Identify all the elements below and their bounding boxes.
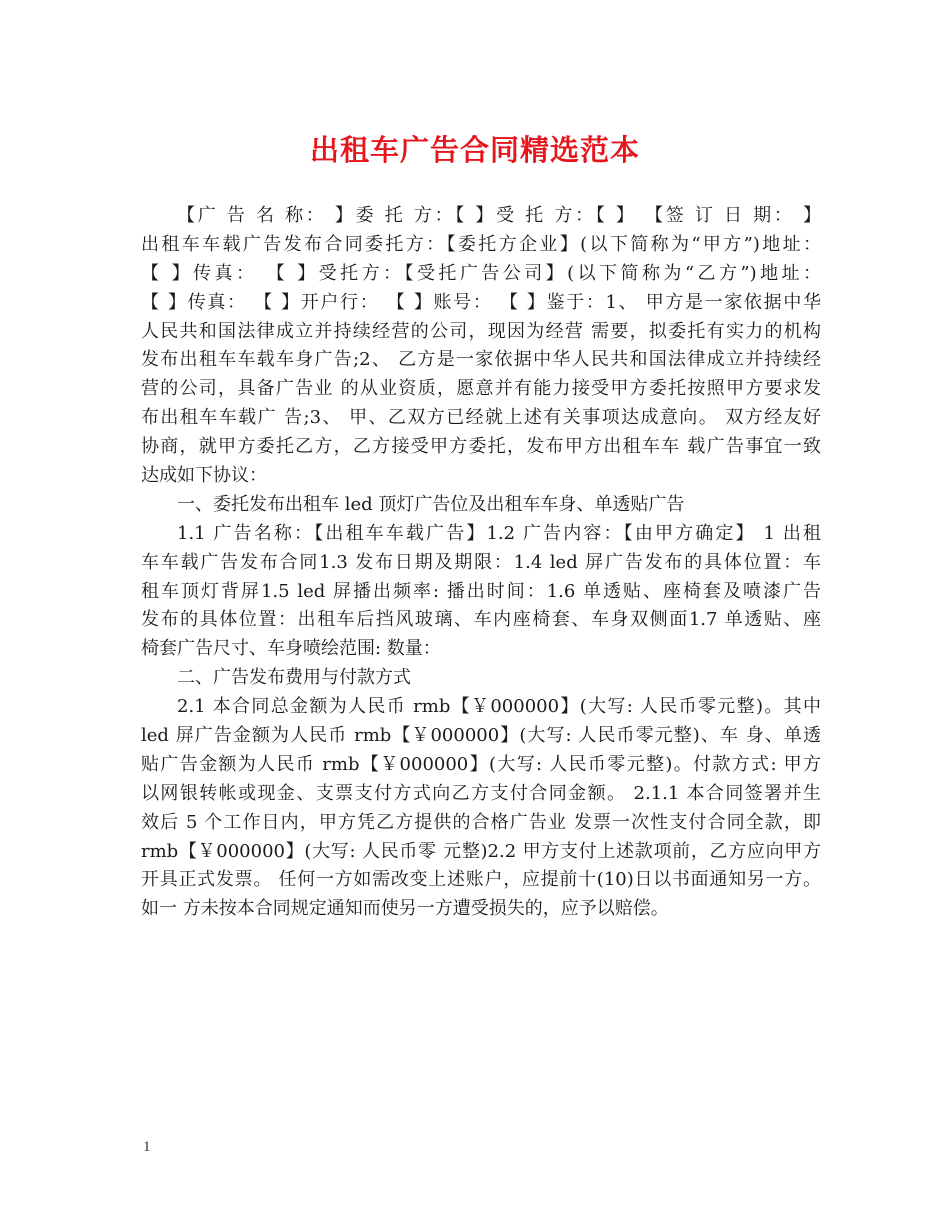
text-line: 车车载广告发布合同1.3 发布日期及期限：1.4 led 屏广告发布的具体位置：车 [141,551,821,573]
text-line: 协商，就甲方委托乙方，乙方接受甲方委托，发布甲方出租车车 载广告事宜一致 [141,436,821,458]
text-line: 如一 方未按本合同规定通知而使另一方遭受损失的，应予以赔偿。 [141,898,669,920]
text-line: 1.1 广告名称：【出租车车载广告】1.2 广告内容：【由甲方确定】 1 出租 [177,522,821,544]
text-line: 【 】传真： 【 】开户行： 【 】账号： 【 】鉴于：1、 甲方是一家依据中华 [141,291,821,313]
document-body [141,202,821,924]
text-line: 发布出租车车载车身广告;2、 乙方是一家依据中华人民共和国法律成立并持续经 [141,349,821,371]
text-line: 布出租车车载广 告;3、 甲、乙双方已经就上述有关事项达成意向。 双方经友好 [141,407,821,429]
text-line: 人民共和国法律成立并持续经营的公司，现因为经营 需要，拟委托有实力的机构 [141,320,821,342]
text-line: 达成如下协议： [141,465,267,487]
text-line: led 屏广告金额为人民币 rmb【￥000000】(大写: 人民币零元整)、车 身、单透 [141,725,821,747]
text-line: 【广 告 名 称： 】委 托 方：【 】受 托 方：【 】 【签 订 日 期： 】 [177,205,821,226]
text-line: 效后 5 个工作日内，甲方凭乙方提供的合格广告业 发票一次性支付合同全款，即 [141,811,821,833]
text-line: 以网银转帐或现金、支票支付方式向乙方支付合同金额。 2.1.1 本合同签署并生 [141,782,821,804]
text-line: 开具正式发票。 任何一方如需改变上述账户，应提前十(10)日以书面通知另一方。 [141,869,821,891]
text-line: 贴广告金额为人民币 rmb【￥000000】(大写: 人民币零元整)。付款方式: 甲方 [141,753,821,775]
text-line: 二、广告发布费用与付款方式 [177,667,411,689]
text-line: 营的公司，具备广告业 的从业资质，愿意并有能力接受甲方委托按照甲方要求发 [141,378,821,400]
text-line: 发布的具体位置：出租车后挡风玻璃、车内座椅套、车身双侧面1.7 单透贴、座 [141,609,821,631]
document-title: 出租车广告合同精选范本 [309,133,640,167]
page-number: 1 [143,1139,151,1155]
text-line: 一、委托发布出租车 led 顶灯广告位及出租车车身、单透贴广告 [177,493,685,515]
text-line: rmb【￥000000】(大写: 人民币零 元整)2.2 甲方支付上述款项前，乙方应向甲方 [141,840,821,862]
text-line: 2.1 本合同总金额为人民币 rmb【￥000000】(大写: 人民币零元整)。其中 [177,696,821,718]
text-line: 出租车车载广告发布合同委托方：【委托方企业】(以下简称为“甲方”)地址： [141,233,821,255]
text-line: 租车顶灯背屏1.5 led 屏播出频率: 播出时间：1.6 单透贴、座椅套及喷漆广告 [141,580,821,602]
text-line: 椅套广告尺寸、车身喷绘范围: 数量： [141,638,441,660]
text-line: 【 】传真： 【 】受托方：【受托广告公司】(以下简称为“乙方”)地址： [141,262,821,284]
